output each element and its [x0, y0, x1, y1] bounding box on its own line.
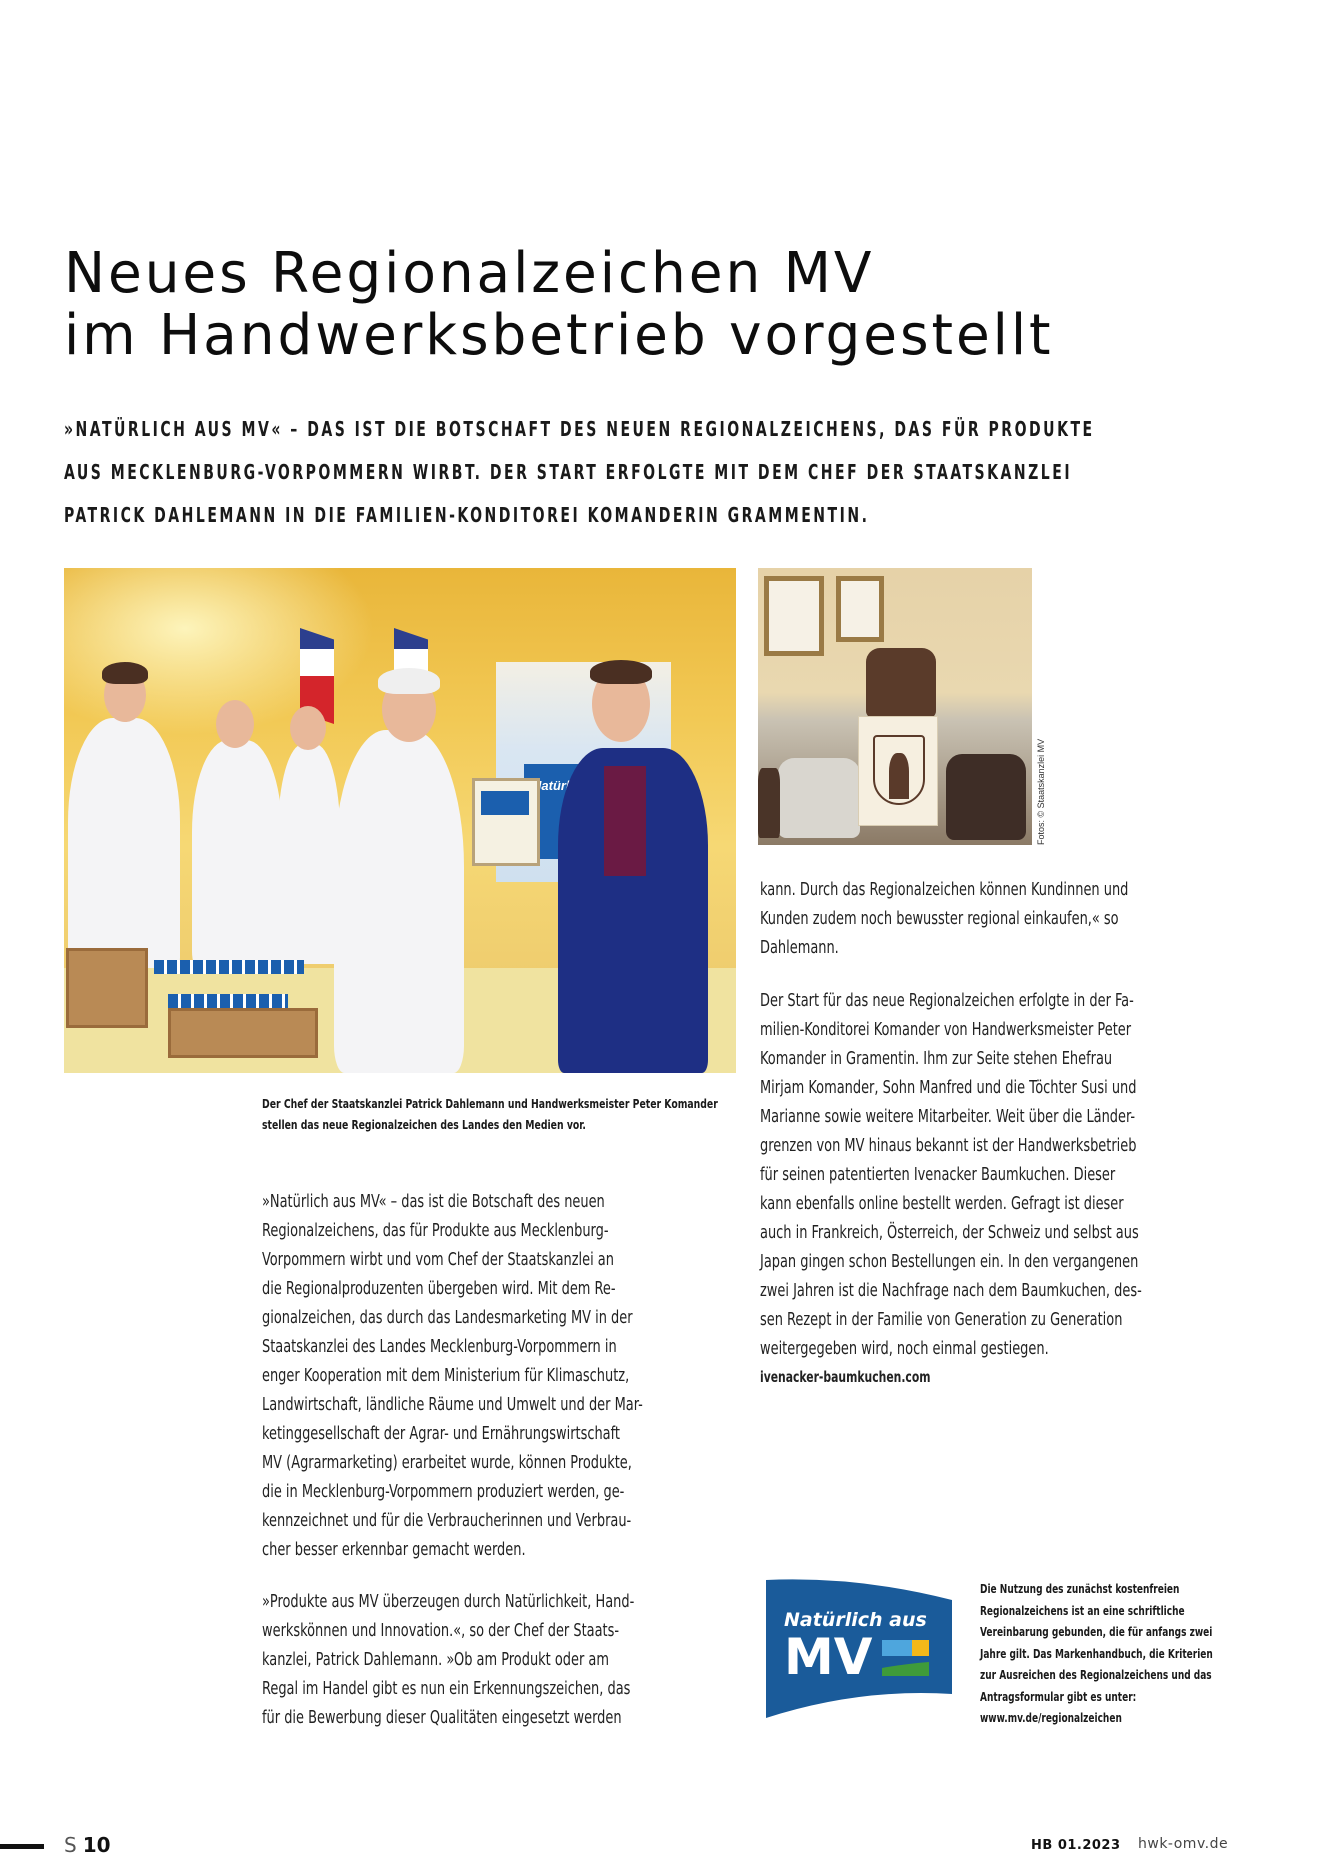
certificate-logo	[481, 791, 529, 815]
title-line-1: Neues Regionalzeichen MV	[64, 241, 875, 306]
lead-line-3: PATRICK DAHLEMANN IN DIE FAMILIEN-KONDITOREI KOMANDERIN GRAMMENTIN.	[64, 503, 870, 527]
info-line: Vereinbarung gebunden, die für anfangs zwei	[980, 1624, 1213, 1639]
info-line: Antragsformular gibt es unter:	[980, 1688, 1137, 1704]
text-line: für die Bewerbung dieser Qualitäten eingesetzt werden	[262, 1707, 622, 1728]
baumkuchen-top	[866, 648, 936, 718]
text-line: Regal im Handel gibt es nun ein Erkennungszeichen, das	[262, 1678, 631, 1699]
text-line: Kunden zudem noch bewusster regional einkaufen,« so	[760, 908, 1119, 929]
regionalzeichen-url-link[interactable]: www.mv.de/regionalzeichen	[980, 1710, 1122, 1725]
text-line: Marianne sowie weitere Mitarbeiter. Weit über die Länder-	[760, 1106, 1136, 1127]
text-line: kanzlei, Patrick Dahlemann. »Ob am Produkt oder am	[262, 1649, 609, 1670]
baumkuchen-website-link[interactable]: ivenacker-baumkuchen.com	[760, 1368, 931, 1386]
text-line: sen Rezept in der Familie von Generation zu Generation	[760, 1309, 1123, 1330]
apprentice-3	[278, 744, 340, 964]
info-line: Die Nutzung des zunächst kostenfreien	[980, 1581, 1180, 1596]
banner-text: Natürlich	[532, 778, 589, 793]
text-line: »Produkte aus MV überzeugen durch Natürlichkeit, Hand-	[262, 1591, 635, 1612]
text-line: für seinen patentierten Ivenacker Baumkuchen. Dieser	[760, 1164, 1116, 1185]
apprentice-1-hair	[102, 662, 148, 684]
master-baker-hair	[378, 668, 440, 694]
page-number	[64, 1833, 111, 1857]
company-crest-box	[858, 716, 938, 826]
baumkuchen-left	[758, 768, 780, 838]
text-line: Vorpommern wirbt und vom Chef der Staatskanzlei an	[262, 1249, 614, 1270]
official-sweater	[604, 766, 646, 876]
apprentice-2-head	[216, 700, 254, 748]
text-line: werkskönnen und Innovation.«, so der Chef der Staats-	[262, 1620, 620, 1641]
text-line: weitergegeben wird, noch einmal gestiegen.	[760, 1338, 1049, 1359]
baumkuchen-white	[778, 758, 860, 838]
text-line: »Natürlich aus MV« – das ist die Botschaft des neuen	[262, 1191, 605, 1212]
apprentice-2	[192, 740, 282, 970]
text-line: auch in Frankreich, Österreich, der Schweiz und selbst aus	[760, 1222, 1139, 1243]
baumkuchen-dark	[946, 754, 1026, 840]
text-line: MV (Agrarmarketing) erarbeitet wurde, können Produkte,	[262, 1452, 632, 1473]
mv-logo-graphic	[764, 1576, 954, 1721]
certificate	[472, 778, 540, 866]
text-line: cher besser erkennbar gemacht werden.	[262, 1539, 526, 1560]
body-left-paragraph-2	[262, 1587, 752, 1732]
crest-baumkuchen-icon	[889, 753, 909, 799]
text-line: enger Kooperation mit dem Ministerium für Klimaschutz,	[262, 1365, 630, 1386]
page-prefix: S	[64, 1833, 77, 1857]
certificate-frame-2	[836, 576, 884, 642]
text-line: grenzen von MV hinaus bekannt ist der Handwerksbetrieb	[760, 1135, 1137, 1156]
text-line: ketinggesellschaft der Agrar- und Ernährungswirtschaft	[262, 1423, 620, 1444]
body-right-paragraph-1	[760, 875, 1250, 962]
body-right-paragraph-2	[760, 986, 1250, 1392]
text-line: Mirjam Komander, Sohn Manfred und die Töchter Susi und	[760, 1077, 1137, 1098]
text-line: Dahlemann.	[760, 937, 839, 958]
page-number-value: 10	[82, 1833, 111, 1857]
baumkuchen-photo	[758, 568, 1032, 845]
text-line: Komander in Gramentin. Ihm zur Seite stehen Ehefrau	[760, 1048, 1113, 1069]
footer-rule	[0, 1844, 44, 1849]
candy-tray	[168, 1008, 318, 1058]
text-line: die Regionalproduzenten übergeben wird. Mit dem Re-	[262, 1278, 616, 1299]
issue-label: HB 01.2023	[1031, 1838, 1121, 1853]
official-hair	[590, 660, 652, 684]
text-line: milien-Konditorei Komander von Handwerksmeister Peter	[760, 1019, 1132, 1040]
lead-line-1: »NATÜRLICH AUS MV« – DAS IST DIE BOTSCHAFT DES NEUEN REGIONALZEICHENS, DAS FÜR PRODUKTE	[64, 417, 1095, 441]
info-line: zur Ausreichen des Regionalzeichens und das	[980, 1667, 1212, 1682]
article-title	[64, 243, 1240, 367]
body-left-paragraph-1	[262, 1187, 752, 1564]
apprentice-3-head	[290, 706, 326, 750]
caption-line-1: Der Chef der Staatskanzlei Patrick Dahlemann und Handwerksmeister Peter Komander	[262, 1097, 718, 1111]
text-line: Staatskanzlei des Landes Mecklenburg-Vorpommern in	[262, 1336, 617, 1357]
svg-text:Natürlich aus: Natürlich aus	[784, 1609, 927, 1631]
text-line: kennzeichnet und für die Verbraucherinnen und Verbrau-	[262, 1510, 632, 1531]
title-line-2: im Handwerksbetrieb vorgestellt	[64, 303, 1054, 368]
text-line: zwei Jahren ist die Nachfrage nach dem Baumkuchen, des-	[760, 1280, 1142, 1301]
natuerlich-aus-mv-logo	[764, 1576, 954, 1721]
text-line: Japan gingen schon Bestellungen ein. In den vergangenen	[760, 1251, 1139, 1272]
info-line: Regionalzeichens ist an eine schriftliche	[980, 1602, 1185, 1618]
caption-line-2: stellen das neue Regionalzeichen des Landes den Medien vor.	[262, 1118, 586, 1132]
text-line: Der Start für das neue Regionalzeichen erfolgte in der Fa-	[760, 990, 1134, 1011]
main-photo	[64, 568, 736, 1073]
info-line: Jahre gilt. Das Markenhandbuch, die Kriterien	[980, 1645, 1213, 1661]
text-line: gionalzeichen, das durch das Landesmarketing MV in der	[262, 1307, 633, 1328]
mini-flags-1	[154, 960, 304, 974]
text-line: Landwirtschaft, ländliche Räume und Umwelt und der Mar-	[262, 1394, 643, 1415]
text-line: kann ebenfalls online bestellt werden. Gefragt ist dieser	[760, 1193, 1124, 1214]
cookie-box	[66, 948, 148, 1028]
photo-caption	[262, 1094, 742, 1136]
svg-text:MV: MV	[784, 1628, 873, 1686]
text-line: die in Mecklenburg-Vorpommern produziert werden, ge-	[262, 1481, 625, 1502]
photo-credit: Fotos: © Staatskanzlei MV	[1036, 738, 1046, 845]
article-lead	[64, 408, 1264, 537]
lead-line-2: AUS MECKLENBURG-VORPOMMERN WIRBT. DER START ERFOLGTE MIT DEM CHEF DER STAATSKANZLEI	[64, 460, 1073, 484]
certificate-frame-1	[764, 576, 824, 656]
text-line: kann. Durch das Regionalzeichen können Kundinnen und	[760, 879, 1129, 900]
info-box	[980, 1578, 1280, 1729]
master-baker	[334, 730, 464, 1073]
text-line: Regionalzeichens, das für Produkte aus Mecklenburg-	[262, 1220, 609, 1241]
apprentice-1	[68, 718, 180, 978]
website-label: hwk-omv.de	[1138, 1836, 1229, 1852]
mini-flags-2	[168, 994, 288, 1008]
